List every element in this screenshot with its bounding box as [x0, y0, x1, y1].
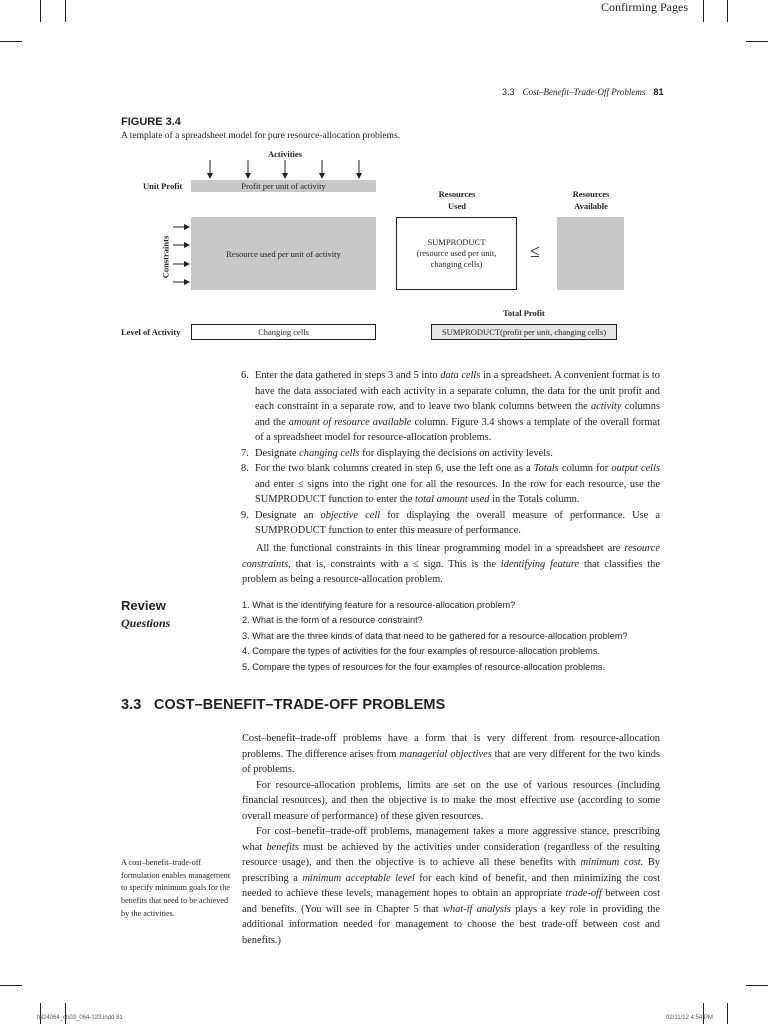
step-text: Designate: [255, 447, 300, 459]
step-item: [241, 368, 660, 446]
step-text: column for: [558, 463, 612, 474]
section-body: [242, 731, 660, 948]
step-number: 9.: [241, 509, 249, 521]
diagram-arrows: [0, 0, 768, 360]
review-question: 2. What is the form of a resource constraint?: [242, 615, 423, 626]
review-question: 5. Compare the types of resources for the four examples of resource-allocation problems.: [242, 661, 606, 672]
total-profit-label: Total Profit: [503, 308, 545, 318]
step-text: and enter ≤ signs into the right one for all the resources. In the row for each resource, use the SUMPRODUCT function to enter the: [255, 478, 660, 505]
steps-list: [241, 368, 661, 539]
resources-available-label: [554, 188, 628, 212]
step-text: column. Figure 3.4 shows a template of the overall format of a spreadsheet model for resource-allocation problems.: [255, 416, 660, 443]
crop-mark: [0, 985, 22, 986]
resource-used-matrix: Resource used per unit of activity: [191, 217, 376, 290]
review-question: 4. Compare the types of activities for the four examples of resource-allocation problems.: [242, 646, 600, 657]
step-number: 7.: [241, 447, 249, 459]
step-text: columns and the: [255, 401, 660, 428]
step-item: [241, 508, 660, 539]
step-text: Enter the data gathered in steps 3 and 5 into: [255, 370, 441, 381]
resources-available-column: [557, 217, 624, 290]
activities-label: Activities: [268, 149, 302, 159]
changing-cells-row: Changing cells: [191, 324, 376, 340]
review-question: 3. What are the three kinds of data that need to be gathered for a resource-allocation problem?: [242, 630, 628, 641]
resources-used-label: [420, 188, 494, 212]
margin-note: A cost–benefit–trade-off formulation enables management to specify minimum goals for the benefits that need to be achieved by the activities.: [121, 858, 231, 918]
review-questions-list: [242, 598, 662, 675]
step-text: For the two blank columns created in step 6, use the left one as a: [255, 463, 534, 474]
closing-paragraph: All the functional constraints in this linear programming model in a spreadsheet are resource constraints, that is, constraints with a ≤ sign. This is the identifying feature that classifies the problem as being a resource-allocation problem.: [242, 543, 660, 585]
crop-mark: [746, 985, 768, 986]
step-term: total amount used: [415, 494, 490, 505]
resources-used-line1: Resources: [438, 189, 476, 199]
step-term: output cells: [611, 463, 661, 474]
step-term: objective cell: [320, 509, 381, 521]
running-head-section: 3.3: [502, 87, 515, 97]
section-paragraph: Cost–benefit–trade-off problems have a form that is very different from resource-allocation problems. The difference arises from managerial objectives that are very different for the two kinds of problems.: [242, 733, 660, 775]
section-paragraph: For cost–benefit–trade-off problems, management takes a more aggressive stance, prescribing what benefits must be achieved by the activities under consideration (regardless of the resulting resource usage), and then the objective is to achieve all these benefits with minimum cost. By prescribing a minimum acceptable level for each kind of benefit, and then minimizing the cost needed to achieve these levels, management hopes to obtain an appropriate trade-off between cost and benefits. (You will see in Chapter 5 that what-if analysis plays a key role in providing the additional information needed for management to choose the best trade-off between cost and benefits.): [242, 826, 660, 946]
step-number: 8.: [241, 463, 249, 474]
step-term: changing cells: [299, 447, 360, 459]
confirming-pages-label: Confirming Pages: [601, 0, 688, 14]
step-term: activity: [590, 401, 622, 412]
resources-available-line1: Resources: [572, 189, 610, 199]
footer-date: 02/11/12 4:54 PM: [666, 1015, 713, 1021]
unit-profit-label: Unit Profit: [143, 181, 183, 191]
sumproduct-line3: changing cells): [430, 259, 483, 269]
footer-file: hil24064_ch03_064-123.indd 81: [37, 1015, 123, 1021]
step-text: in the Totals column.: [489, 494, 580, 505]
resources-used-line2: Used: [448, 201, 466, 211]
step-term: Totals: [533, 463, 559, 474]
step-item: [241, 446, 660, 462]
step-text: Designate an: [255, 509, 321, 521]
profit-per-unit-row: Profit per unit of activity: [191, 180, 376, 192]
running-head-title: Cost–Benefit–Trade-Off Problems: [522, 87, 646, 97]
constraints-label-wrap: [150, 232, 180, 282]
less-equal-sign: ≤: [530, 241, 540, 261]
review-question: 1. What is the identifying feature for a resource-allocation problem?: [242, 600, 516, 610]
step-text: for displaying the decisions on activity levels.: [359, 447, 553, 459]
section-heading: 3.3 COST–BENEFIT–TRADE-OFF PROBLEMS: [121, 697, 446, 713]
figure-caption: A template of a spreadsheet model for pure resource-allocation problems.: [121, 131, 401, 141]
step-text: in a spreadsheet. A convenient format is to have the data associated with each activity in a separate column, the data for the unit profit and each constraint in a separate row, and to leave two blank columns between the: [255, 370, 660, 412]
review-title: Review: [121, 598, 166, 613]
section-paragraph: For resource-allocation problems, limits are set on the use of various resources (including financial resources), and then the objective is to make the most effective use (according to some overall measure of performance) of these given resources.: [242, 779, 660, 822]
step-term: amount of resource available: [288, 416, 412, 428]
review-subtitle: Questions: [121, 616, 171, 630]
crop-mark: [727, 1003, 728, 1024]
sumproduct-line2: (resource used per unit,: [416, 248, 497, 258]
constraints-label: Constraints: [160, 235, 171, 279]
sumproduct-resources-cell: [396, 217, 517, 290]
sumproduct-profit-cell: SUMPRODUCT(profit per unit, changing cells): [431, 324, 617, 340]
step-term: data cells: [440, 370, 481, 381]
resources-available-line2: Available: [574, 201, 608, 211]
figure-label: FIGURE 3.4: [121, 116, 181, 128]
page-number: 81: [653, 87, 664, 97]
step-item: [241, 461, 661, 508]
level-of-activity-label: Level of Activity: [121, 327, 181, 337]
step-text: for displaying the overall measure of performance. Use a SUMPRODUCT function to enter this measure of performance.: [255, 509, 660, 536]
sumproduct-line1: SUMPRODUCT: [427, 237, 486, 247]
step-number: 6.: [241, 370, 249, 381]
